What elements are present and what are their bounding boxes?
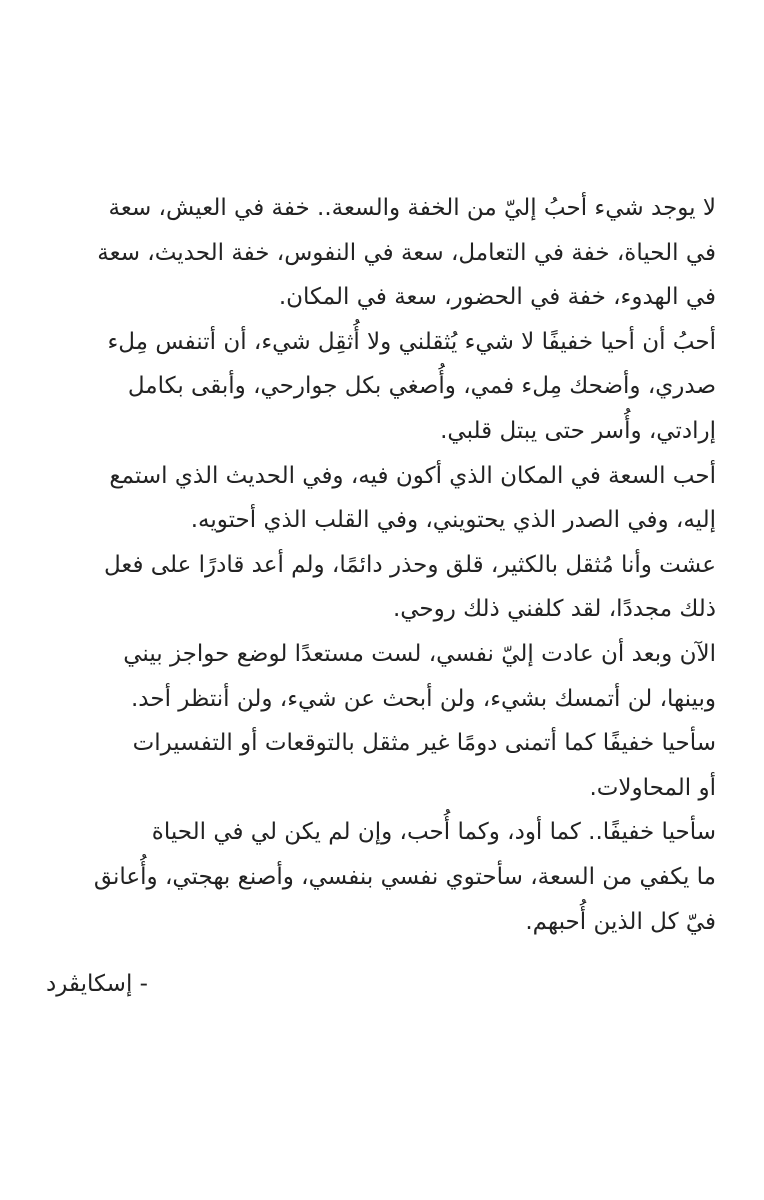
text-line: لا يوجد شيء أحبُ إليّ من الخفة والسعة.. خفة في العيش، سعة bbox=[108, 195, 716, 221]
author-signature: - إسكايڤرد bbox=[46, 971, 148, 997]
text-line: سأحيا خفيفًا.. كما أود، وكما أُحب، وإن لم يكن لي في الحياة bbox=[151, 819, 716, 846]
text-line: صدري، وأضحك مِلء فمي، وأُصغي بكل جوارحي، وأبقى بكامل bbox=[127, 373, 716, 400]
text-line: فيّ كل الذين أُحبهم. bbox=[525, 908, 716, 935]
text-line: ذلك مجددًا، لقد كلفني ذلك روحي. bbox=[392, 596, 716, 623]
text-line: عشت وأنا مُثقل بالكثير، قلق وحذر دائمًا، ولم أعد قادرًا على فعل bbox=[103, 551, 716, 578]
text-line: الآن وبعد أن عادت إليّ نفسي، لست مستعدًا لوضع حواجز بيني bbox=[123, 640, 716, 667]
text-line: وبينها، لن أتمسك بشيء، ولن أبحث عن شيء، ولن أنتظر أحد. bbox=[130, 685, 716, 712]
quote-text bbox=[16, 186, 716, 944]
text-line: سأحيا خفيفًا كما أتمنى دومًا غير مثقل بالتوقعات أو التفسيرات bbox=[132, 730, 716, 757]
text-line: أحبُ أن أحيا خفيفًا لا شيء يُثقلني ولا أُثقِل شيء، أن أتنفس مِلء bbox=[107, 328, 716, 355]
text-line: أو المحاولات. bbox=[589, 774, 716, 801]
text-line: ما يكفي من السعة، سأحتوي نفسي بنفسي، وأصنع بهجتي، وأُعانق bbox=[93, 863, 716, 890]
text-line: في الهدوء، خفة في الحضور، سعة في المكان. bbox=[278, 284, 716, 311]
text-line: في الحياة، خفة في التعامل، سعة في النفوس، خفة الحديث، سعة bbox=[97, 239, 716, 266]
text-line: أحب السعة في المكان الذي أكون فيه، وفي الحديث الذي استمع bbox=[109, 462, 716, 489]
text-line: إليه، وفي الصدر الذي يحتويني، وفي القلب الذي أحتويه. bbox=[190, 507, 716, 534]
text-line: إرادتي، وأُسر حتى يبتل قلبي. bbox=[440, 417, 716, 444]
